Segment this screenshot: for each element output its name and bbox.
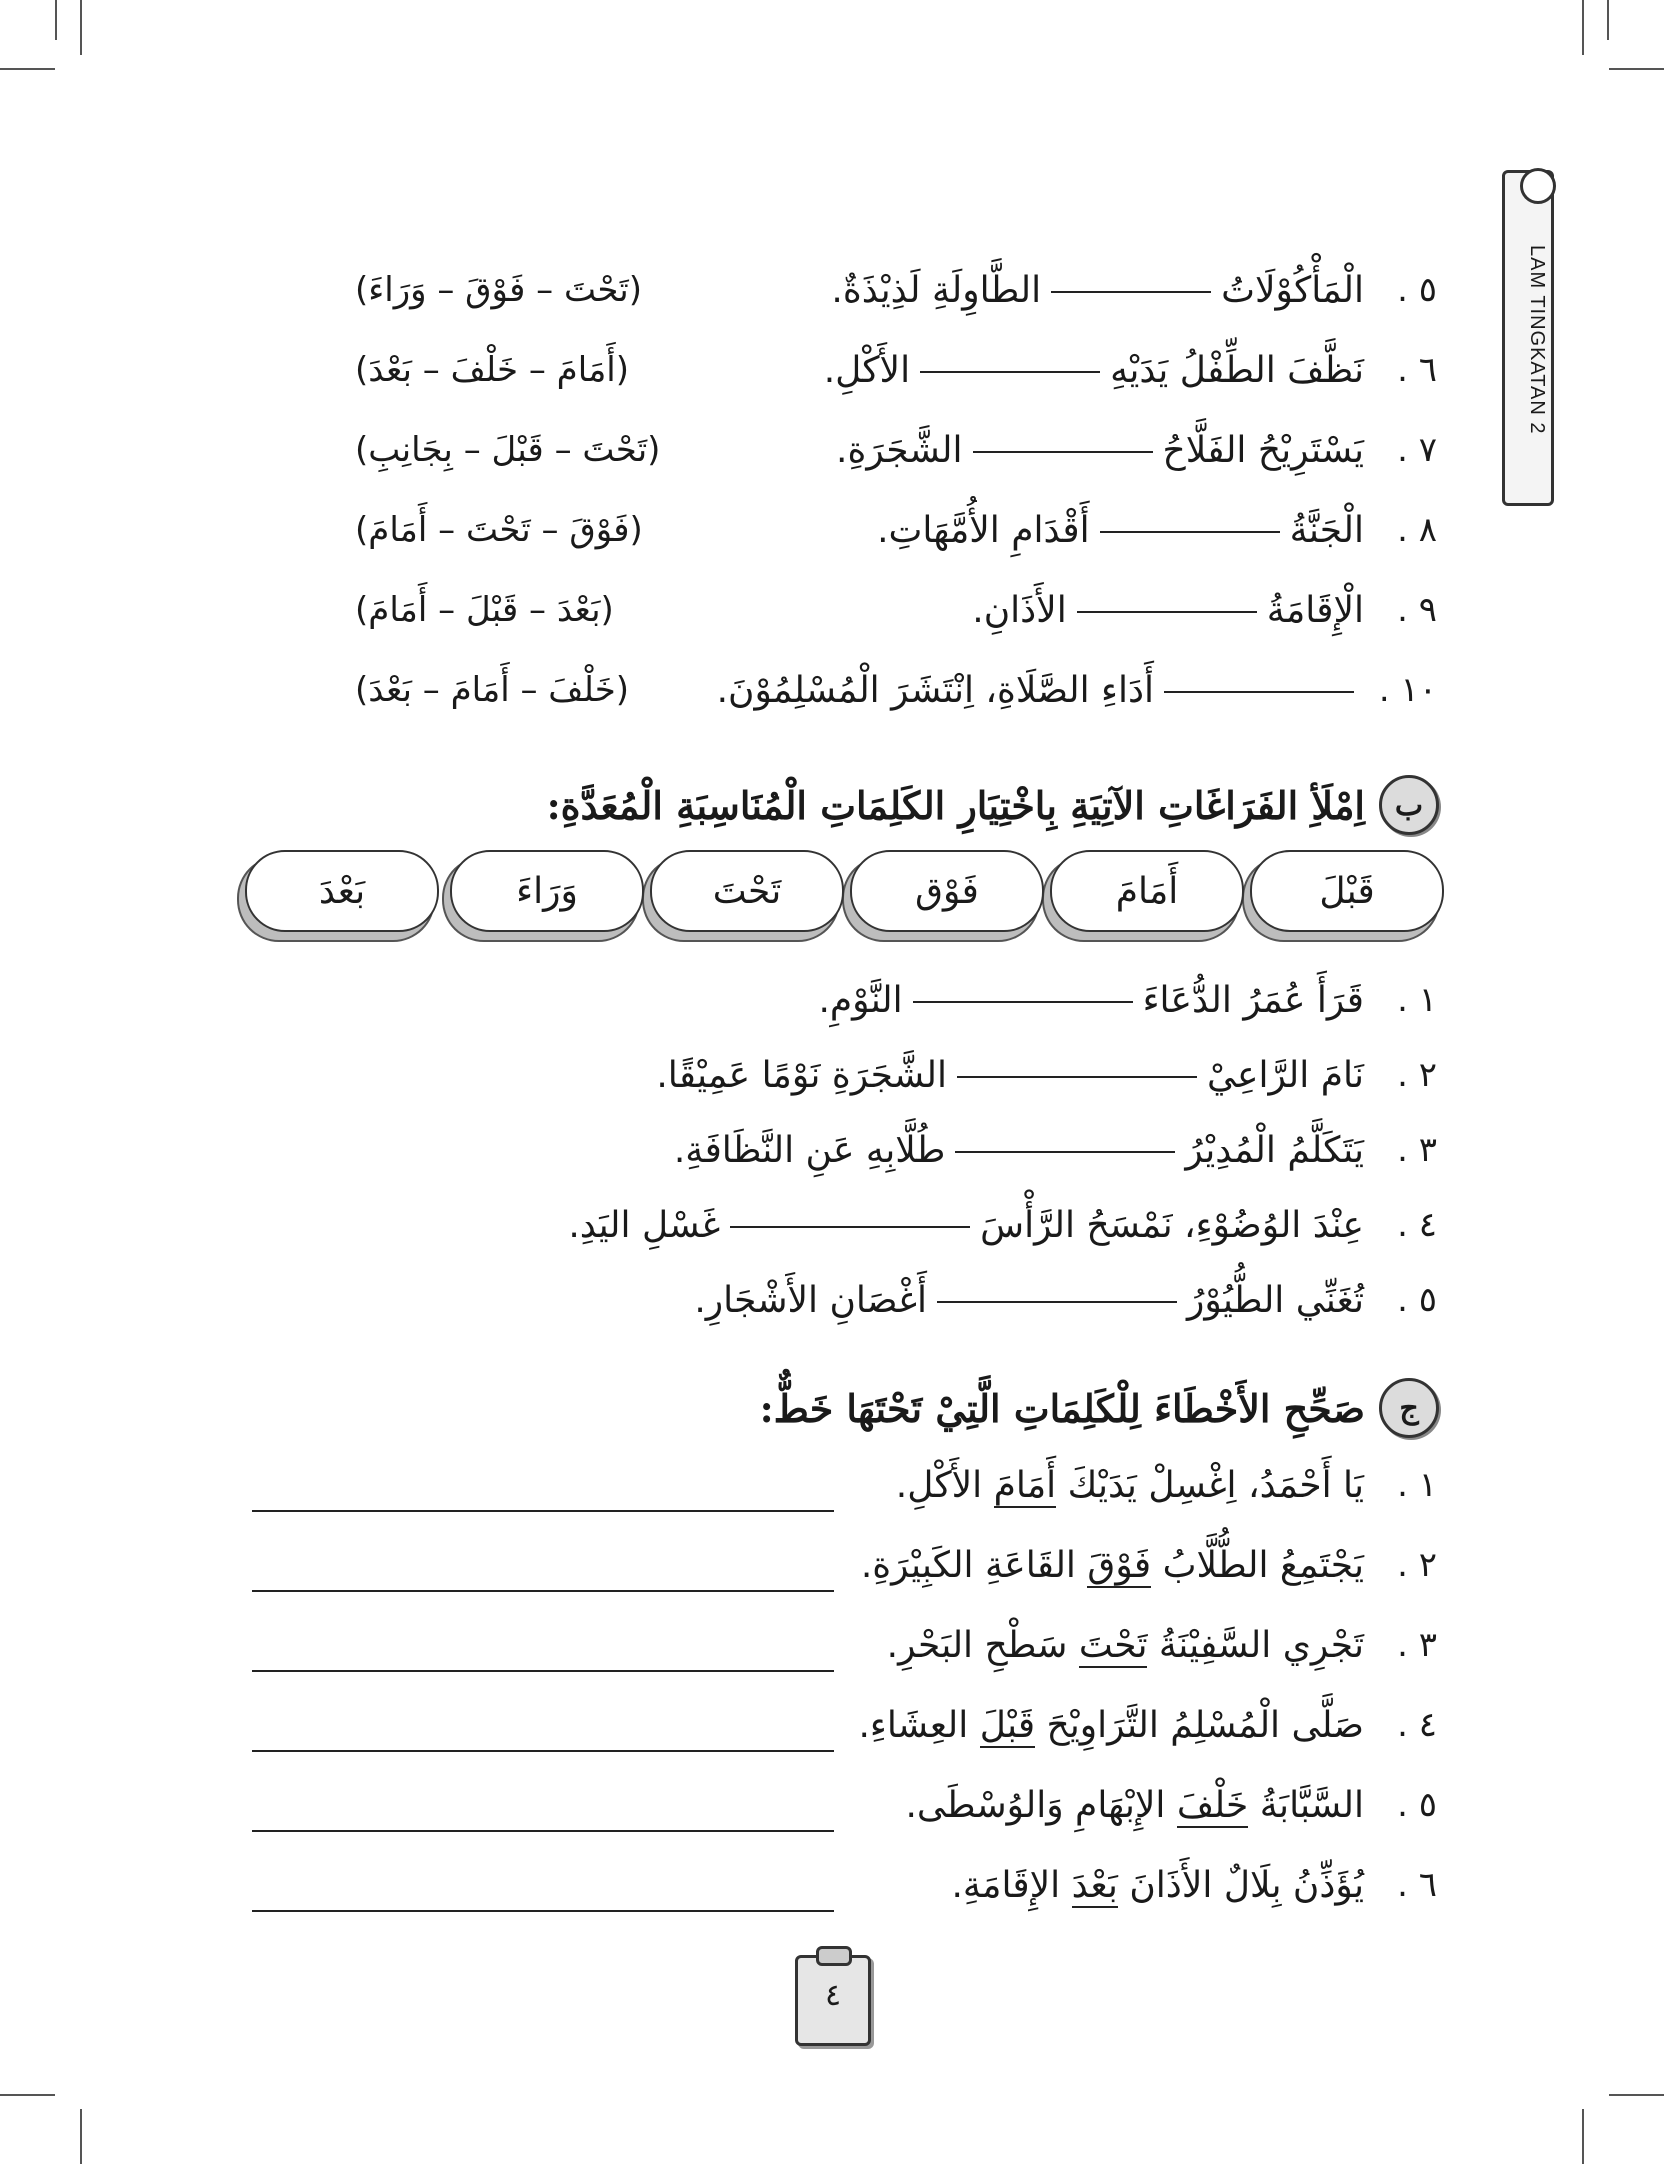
underlined-word: بَعْدَ (1071, 1865, 1118, 1906)
page-number: ٤ (824, 1978, 842, 2013)
sentence-before: نَظَّفَ الطِّفْلُ يَدَيْهِ (1110, 350, 1364, 391)
exercise-row (0, 1625, 1664, 1685)
underlined-word: خَلْفَ (1176, 1785, 1249, 1826)
item-number: ٣ . (1397, 1625, 1437, 1665)
sentence-before: قَرَأَ عُمَرُ الدُّعَاءَ (1142, 980, 1364, 1021)
item-number: ٧ . (1397, 430, 1437, 470)
crop-mark (1582, 2109, 1584, 2164)
sentence-after: الإِبْهَامِ وَالوُسْطَى. (905, 1785, 1177, 1826)
magnifier-icon (1520, 168, 1556, 204)
crop-mark (55, 0, 57, 40)
sentence-after: العِشَاءِ. (858, 1705, 980, 1746)
item-number: ٥ . (1397, 1280, 1437, 1320)
blank-line (920, 371, 1100, 373)
crop-mark (80, 2109, 82, 2164)
sentence (861, 1545, 1364, 1586)
sentence-after: أَدَاءِ الصَّلَاةِ، اِنْتَشَرَ الْمُسْلِمُوْنَ. (716, 670, 1154, 711)
answer-line[interactable] (252, 1510, 834, 1512)
sentence (568, 1205, 1364, 1246)
choice-options: (فَوْقَ – تَحْتَ – أَمَامَ) (355, 510, 643, 550)
sentence (717, 670, 1364, 711)
blank-line (913, 1001, 1133, 1003)
clip-icon (816, 1946, 852, 1966)
exercise-row (0, 430, 1664, 490)
sentence-after: الأَذَانِ. (972, 590, 1067, 631)
sentence-before: عِنْدَ الوُضُوْءِ، نَمْسَحُ الرَّأْسَ (980, 1205, 1364, 1246)
underlined-word: قَبْلَ (979, 1705, 1036, 1746)
blank-line (1100, 531, 1280, 533)
sentence-before: يَجْتَمِعُ الطُّلَّابُ (1151, 1545, 1364, 1586)
sentence-before: السَّبَّابَةُ (1248, 1785, 1364, 1826)
sentence (905, 1785, 1364, 1826)
blank-line (1164, 691, 1354, 693)
item-number: ٥ . (1397, 1785, 1437, 1825)
sentence (887, 1625, 1364, 1666)
sentence (877, 510, 1364, 551)
item-number: ٥ . (1397, 270, 1437, 310)
choice-options: (خَلْفَ – أَمَامَ – بَعْدَ) (355, 670, 630, 710)
sentence-before: يَتَكَلَّمُ الْمُدِيْرُ (1185, 1130, 1364, 1171)
answer-line[interactable] (252, 1750, 834, 1752)
section-c-heading (760, 1378, 1439, 1438)
crop-mark (0, 2094, 55, 2096)
item-number: ٨ . (1397, 510, 1437, 550)
item-number: ١٠ . (1378, 670, 1437, 710)
exercise-row (0, 270, 1664, 330)
sentence-before: الْجَنَّةُ (1289, 510, 1364, 551)
exercise-row (0, 670, 1664, 730)
exercise-row (0, 1465, 1664, 1525)
sentence (818, 980, 1364, 1021)
sentence-after: الشَّجَرَةِ. (836, 430, 963, 471)
answer-line[interactable] (252, 1910, 834, 1912)
item-number: ١ . (1397, 1465, 1437, 1505)
section-b-instruction: اِمْلَأِ الفَرَاغَاتِ الآتِيَةِ بِاخْتِيَارِ الكَلِمَاتِ الْمُنَاسِبَةِ الْمُعَدَّةِ: (546, 782, 1365, 828)
sentence-before: تُغَنِّي الطُّيُوْرُ (1186, 1280, 1364, 1321)
crop-mark (0, 68, 55, 70)
exercise-row (0, 1865, 1664, 1925)
underlined-word: أَمَامَ (993, 1465, 1057, 1506)
crop-mark (1609, 68, 1664, 70)
underlined-word: فَوْقَ (1087, 1545, 1152, 1586)
sentence-after: الأَكْلِ. (895, 1465, 994, 1506)
sentence (858, 1705, 1364, 1746)
sentence (694, 1280, 1364, 1321)
sentence-after: غَسْلِ اليَدِ. (568, 1205, 721, 1246)
exercise-row (0, 590, 1664, 650)
crop-mark (1607, 0, 1609, 40)
sentence-after: الطَّاوِلَةِ لَذِيْذَةٌ. (831, 270, 1042, 311)
crop-mark (1582, 0, 1584, 55)
answer-line[interactable] (252, 1590, 834, 1592)
sentence-after: القَاعَةِ الكَبِيْرَةِ. (860, 1545, 1088, 1586)
word-box: وَرَاءَ (450, 850, 644, 932)
exercise-row (0, 1205, 1664, 1265)
exercise-row (0, 510, 1664, 570)
sentence (896, 1465, 1364, 1506)
blank-line (730, 1226, 970, 1228)
item-number: ٦ . (1397, 1865, 1437, 1905)
sentence (824, 350, 1364, 391)
blank-line (957, 1076, 1197, 1078)
section-b-badge: ب (1379, 775, 1439, 835)
section-c-instruction: صَحِّحِ الأَخْطَاءَ لِلْكَلِمَاتِ الَّتِيْ تَحْتَهَا خَطٌّ: (759, 1385, 1365, 1431)
exercise-row (0, 1055, 1664, 1115)
item-number: ٢ . (1397, 1545, 1437, 1585)
sentence-after: الأَكْلِ. (823, 350, 911, 391)
sentence-after: الشَّجَرَةِ نَوْمًا عَمِيْقًا. (656, 1055, 947, 1096)
exercise-row (0, 1280, 1664, 1340)
answer-line[interactable] (252, 1830, 834, 1832)
section-b-heading (547, 775, 1439, 835)
side-tab-label: LAM TINGKATAN 2 (1526, 245, 1548, 435)
item-number: ٩ . (1397, 590, 1437, 630)
crop-mark (80, 0, 82, 55)
answer-line[interactable] (252, 1670, 834, 1672)
exercise-row (0, 350, 1664, 410)
sentence-before: تَجْرِي السَّفِيْنَةُ (1147, 1625, 1364, 1666)
sentence-after: أَقْدَامِ الأُمَّهَاتِ. (877, 510, 1090, 551)
sentence-after: طُلَّابِهِ عَنِ النَّظَافَةِ. (673, 1130, 946, 1171)
sentence (674, 1130, 1364, 1171)
sentence-before: الْإِقَامَةُ (1266, 590, 1364, 631)
underlined-word: تَحْتَ (1078, 1625, 1148, 1666)
blank-line (1077, 611, 1257, 613)
word-box: فَوْق (850, 850, 1044, 932)
sentence-after: أَغْصَانِ الأَشْجَارِ. (694, 1280, 927, 1321)
choice-options: (بَعْدَ – قَبْلَ – أَمَامَ) (355, 590, 614, 630)
sentence (972, 590, 1364, 631)
sentence (831, 270, 1364, 311)
section-c-badge: ج (1379, 1378, 1439, 1438)
sentence-before: يُؤَذِّنُ بِلَالٌ الأَذَانَ (1117, 1865, 1364, 1906)
word-box: تَحْتَ (650, 850, 844, 932)
sentence-before: الْمَأْكُوْلَاتُ (1221, 270, 1364, 311)
exercise-row (0, 1705, 1664, 1765)
blank-line (937, 1301, 1177, 1303)
item-number: ٤ . (1397, 1205, 1437, 1245)
sentence (656, 1055, 1364, 1096)
item-number: ٣ . (1397, 1130, 1437, 1170)
sentence-after: الإِقَامَةِ. (951, 1865, 1072, 1906)
sentence-after: سَطْحِ البَحْرِ. (886, 1625, 1079, 1666)
word-box: بَعْدَ (245, 850, 439, 932)
word-box: أَمَامَ (1050, 850, 1244, 932)
crop-mark (1609, 2094, 1664, 2096)
item-number: ٤ . (1397, 1705, 1437, 1745)
choice-options: (تَحْتَ – فَوْقَ – وَرَاءَ) (355, 270, 643, 310)
item-number: ١ . (1397, 980, 1437, 1020)
choice-options: (تَحْتَ – قَبْلَ – بِجَانِبِ) (355, 430, 661, 470)
exercise-row (0, 1785, 1664, 1845)
exercise-row (0, 1545, 1664, 1605)
sentence-before: نَامَ الرَّاعِيْ (1206, 1055, 1364, 1096)
sentence-before: يَا أَحْمَدُ، اِغْسِلْ يَدَيْكَ (1056, 1465, 1364, 1506)
sentence-before: صَلَّى الْمُسْلِمُ التَّرَاوِيْحَ (1035, 1705, 1364, 1746)
sentence (836, 430, 1364, 471)
exercise-row (0, 1130, 1664, 1190)
exercise-row (0, 980, 1664, 1040)
choice-options: (أَمَامَ – خَلْفَ – بَعْدَ) (355, 350, 630, 390)
item-number: ٦ . (1397, 350, 1437, 390)
sentence (951, 1865, 1364, 1906)
blank-line (973, 451, 1153, 453)
item-number: ٢ . (1397, 1055, 1437, 1095)
blank-line (955, 1151, 1175, 1153)
sentence-after: النَّوْمِ. (818, 980, 903, 1021)
sentence-before: يَسْتَرِيْحُ الفَلَّاحُ (1162, 430, 1364, 471)
blank-line (1051, 291, 1211, 293)
word-box: قَبْلَ (1250, 850, 1444, 932)
clipboard-icon (795, 1955, 871, 2046)
